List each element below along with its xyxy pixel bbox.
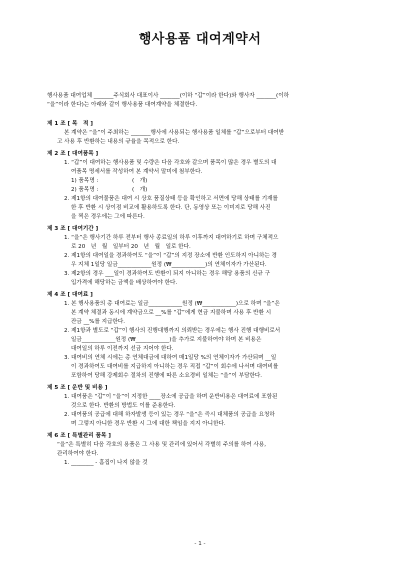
article-line: 1. “갑”이 대여하는 행사용품 및 수량은 다음 각호와 같으며 품목이 많은 경우 별도의 대	[64, 160, 277, 166]
article-line: 2. 대여품의 공급에 대해 하자발생 등이 있는 경우 “을”은 즉시 대체품의 공급을 요청하	[64, 412, 275, 418]
article-line: 관리하여야 한다.	[57, 451, 99, 457]
article-line: 포함하여 당해 강제회수 절차의 진행에 따른 소요경비 일체는 “을”이 부담한다.	[71, 373, 263, 379]
article-heading: 제 1 조 [ 목 적 ]	[47, 121, 93, 127]
article-heading: 제 2 조 [ 대여품목 ]	[47, 151, 99, 157]
article-line: 입가격에 해당하는 금액을 배상하여야 한다.	[71, 280, 178, 286]
article-section	[47, 432, 367, 468]
article-section	[47, 225, 367, 288]
article-line: 을 찍은 경우에는 그에 따른다.	[71, 214, 145, 220]
article-heading: 제 3 조 [ 대여기간 ]	[47, 226, 99, 232]
article-section	[47, 150, 367, 222]
article-line: 3. 대여비의 연체 시에는 총 연체대금에 대하여 매1일당 %의 연체이자가 가산되며 __일	[64, 355, 277, 361]
intro-line: “을”이라 한다)는 아래와 같이 행사용품 대여계약을 체결한다.	[47, 102, 198, 108]
article-line: 것으로 한다. 반환의 방법도 이를 준용한다.	[71, 403, 176, 409]
article-line: 2. 제1항의 대여일을 경과하여도 “을”이 “갑”의 지정 장소에 반환 인도하지 아니하는 경	[64, 253, 277, 259]
article-line: 우 지체 1일당 일금____________원정 (₩____________)의 연체이자가 가산된다.	[71, 262, 267, 268]
article-line: 3. 제2항의 경우 ___일이 경과하여도 반환이 되지 아니하는 경우 해당 용품의 신규 구	[64, 271, 271, 277]
article-line: 며 그렇지 아니한 경우 반환 시 그에 대한 책임을 지지 아니한다.	[71, 421, 226, 427]
article-line: 본 계약은 “을”이 주최하는 _______행사에 사용되는 행사용품 일체를 “갑”으로부터 대여받	[64, 130, 285, 136]
article-line: “을”은 특별히 다음 각호의 용품은 그 사용 및 관리에 있어서 각별히 주의를 하여 사용,	[57, 442, 267, 448]
article-line: 1. 본 행사용품의 총 대여료는 일금____________원정 (₩____________)으로 하며 “을”은	[64, 301, 280, 307]
article-section	[47, 291, 367, 381]
article-line: 1) 품목명 : ( 개)	[71, 178, 148, 184]
article-line: 한 후 반환 시 상이점 비교에 활용하도록 한다. 단, 동영상 또는 이미지로 당해 사진	[71, 205, 271, 211]
article-line: 2. 제1항의 대여물품은 대여 시 상호 품질상태 등을 확인하고 서면에 당해 상태를 기재를	[64, 196, 278, 202]
intro-line: 행사용품 대여업체 _______주식회사 대표이사 _______(이하 “갑”이라 한다)와 행사자 _______(이하	[47, 93, 290, 99]
article-heading: 제 5 조 [ 운반 및 비용 ]	[47, 385, 108, 391]
document-title: 행사용품 대여계약서	[138, 32, 262, 47]
document-body	[47, 92, 367, 468]
page-number: - 1 -	[194, 541, 206, 547]
article-section	[47, 120, 367, 147]
article-line: 1. ________ - 흠집이 나지 않을 것	[64, 460, 148, 466]
article-line: 대여일의 하루 이전까지 선금 지어야 한다.	[71, 346, 174, 352]
article-line: 고 사용 후 반환하는 내용의 규율을 목적으로 한다.	[57, 139, 180, 145]
article-heading: 제 4 조 [ 대여료 ]	[47, 292, 93, 298]
article-line: 일금____________원정 (₩____________)을 추가로 지불하여야 하며 본 비용은	[71, 337, 262, 343]
article-line: 1. 대여품은 “갑”이 “을”이 지정한 ____장소에 공급을 하며 운반비용은 대여료에 포함된	[64, 394, 278, 400]
article-line: 2) 품목명 : ( 개)	[71, 187, 148, 193]
article-line: 로 20 년 월 일부터 20 년 월 일로 한다.	[71, 244, 191, 250]
article-line: 여품목 명세서를 작성하여 본 계약서 말미에 첨부한다.	[71, 169, 203, 175]
article-section	[47, 384, 367, 429]
article-line: 2. 제1항과 별도로 “갑”이 행사의 진행대행까지 의뢰받는 경우에는 행사 진행 대행비로서	[64, 328, 281, 334]
article-line: 이 경과하여도 대여비를 지급하지 아니하는 경우 직접 “갑”이 회수에 나서며 대여비를	[71, 364, 279, 370]
article-line: 본 계약 체결과 동시에 계약금으로 __%를 “갑”에게 현금 지불하며 사용 후 반환 시	[71, 310, 272, 316]
intro-paragraph	[47, 92, 367, 110]
article-heading: 제 6 조 [ 특별관리 품목 ]	[47, 433, 111, 439]
article-line: 1. “을”은 행사기간 하루 전부터 행사 종료일의 하루 이후까지 대여하기로 하며 구체적으	[64, 235, 279, 241]
article-line: 잔금 __%를 지급한다.	[71, 319, 126, 325]
